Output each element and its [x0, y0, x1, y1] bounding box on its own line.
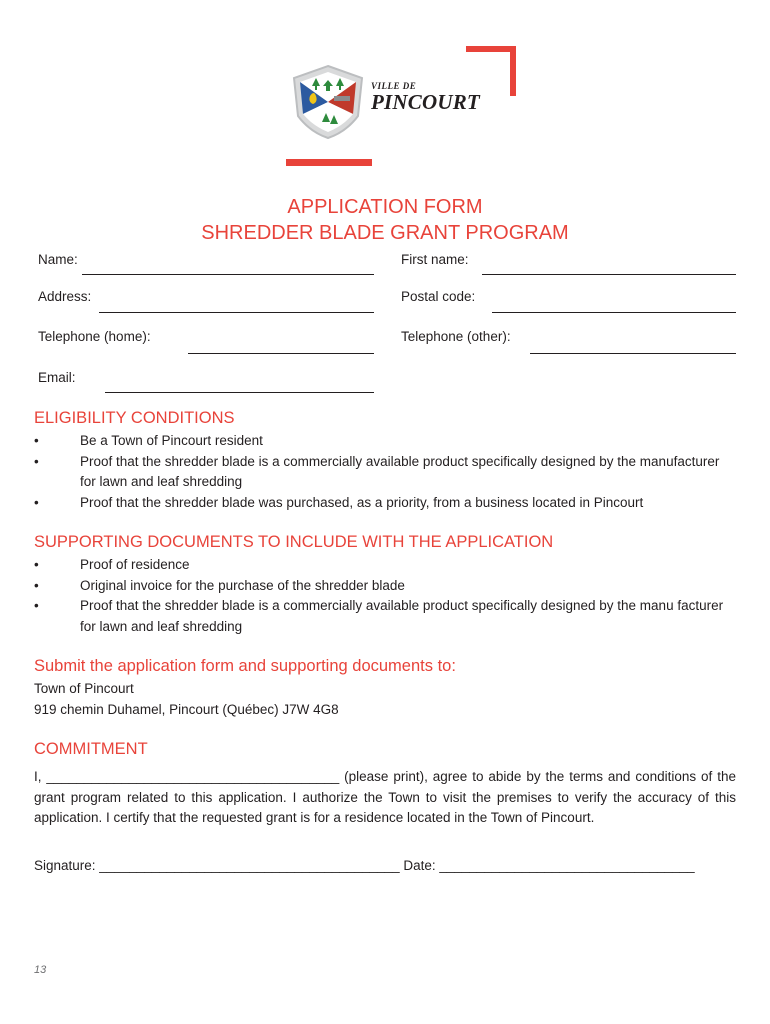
list-item: • Be a Town of Pincourt resident: [34, 431, 734, 452]
brand-name: PINCOURT: [371, 90, 480, 114]
first-name-label: First name:: [401, 252, 469, 267]
bullet-icon: •: [34, 453, 39, 469]
signature-date-line[interactable]: Signature: ________________________________________ Date: __________________________________: [34, 858, 695, 873]
postal-code-field[interactable]: [492, 312, 736, 313]
tel-home-field[interactable]: [188, 353, 374, 354]
email-field[interactable]: [105, 392, 374, 393]
list-item: • Original invoice for the purchase of the shredder blade: [34, 576, 734, 597]
form-title-line1: APPLICATION FORM: [287, 196, 483, 218]
brand-prefix: VILLE DE: [371, 81, 417, 91]
supporting-list: [34, 555, 734, 637]
first-name-field[interactable]: [482, 274, 736, 275]
email-label: Email:: [38, 370, 76, 385]
submit-heading: Submit the application form and supporting documents to:: [34, 657, 456, 675]
bullet-icon: •: [34, 494, 39, 510]
list-item: • Proof of residence: [34, 555, 734, 576]
corner-accent-vertical: [510, 46, 516, 96]
tel-home-label: Telephone (home):: [38, 329, 151, 344]
address-label: Address:: [38, 289, 92, 304]
corner-accent-horizontal: [466, 46, 516, 52]
header-accent-bar: [286, 159, 372, 166]
list-item: • Proof that the shredder blade is a commercially available product specifically designed by the manufacturer for lawn and leaf shredding: [34, 453, 720, 489]
tel-other-label: Telephone (other):: [401, 329, 511, 344]
page-number: 13: [34, 964, 47, 976]
address-field[interactable]: [99, 312, 374, 313]
commitment-heading: COMMITMENT: [34, 740, 148, 758]
supporting-heading: SUPPORTING DOCUMENTS TO INCLUDE WITH THE APPLICATION: [34, 533, 554, 551]
eligibility-heading: ELIGIBILITY CONDITIONS: [34, 409, 235, 427]
name-label: Name:: [38, 252, 78, 267]
postal-code-label: Postal code:: [401, 289, 476, 304]
eligibility-list: [34, 431, 734, 513]
bullet-icon: •: [34, 557, 39, 572]
list-item: • Proof that the shredder blade was purchased, as a priority, from a business located in Pincourt: [34, 493, 734, 514]
list-item: • Proof that the shredder blade is a commercially available product specifically designed by the manu facturer for lawn and leaf shredding: [34, 598, 724, 634]
tel-other-field[interactable]: [530, 353, 736, 354]
bullet-icon: •: [34, 598, 39, 613]
bullet-icon: •: [34, 433, 39, 448]
submit-recipient: Town of Pincourt: [34, 681, 134, 696]
bullet-icon: •: [34, 577, 39, 593]
name-field[interactable]: [82, 274, 374, 275]
commitment-text: I, _______________________________________ (please print), agree to abide by the terms and conditions of the grant program related to this application. I authorize the Town to visit the premises to verify the accuracy of this application. I certify that the requested grant is for a residence located in the Town of Pincourt.: [34, 769, 736, 825]
submit-address: 919 chemin Duhamel, Pincourt (Québec) J7W 4G8: [34, 702, 339, 717]
form-title-line2: SHREDDER BLADE GRANT PROGRAM: [201, 222, 569, 244]
town-crest-logo: [288, 62, 368, 142]
